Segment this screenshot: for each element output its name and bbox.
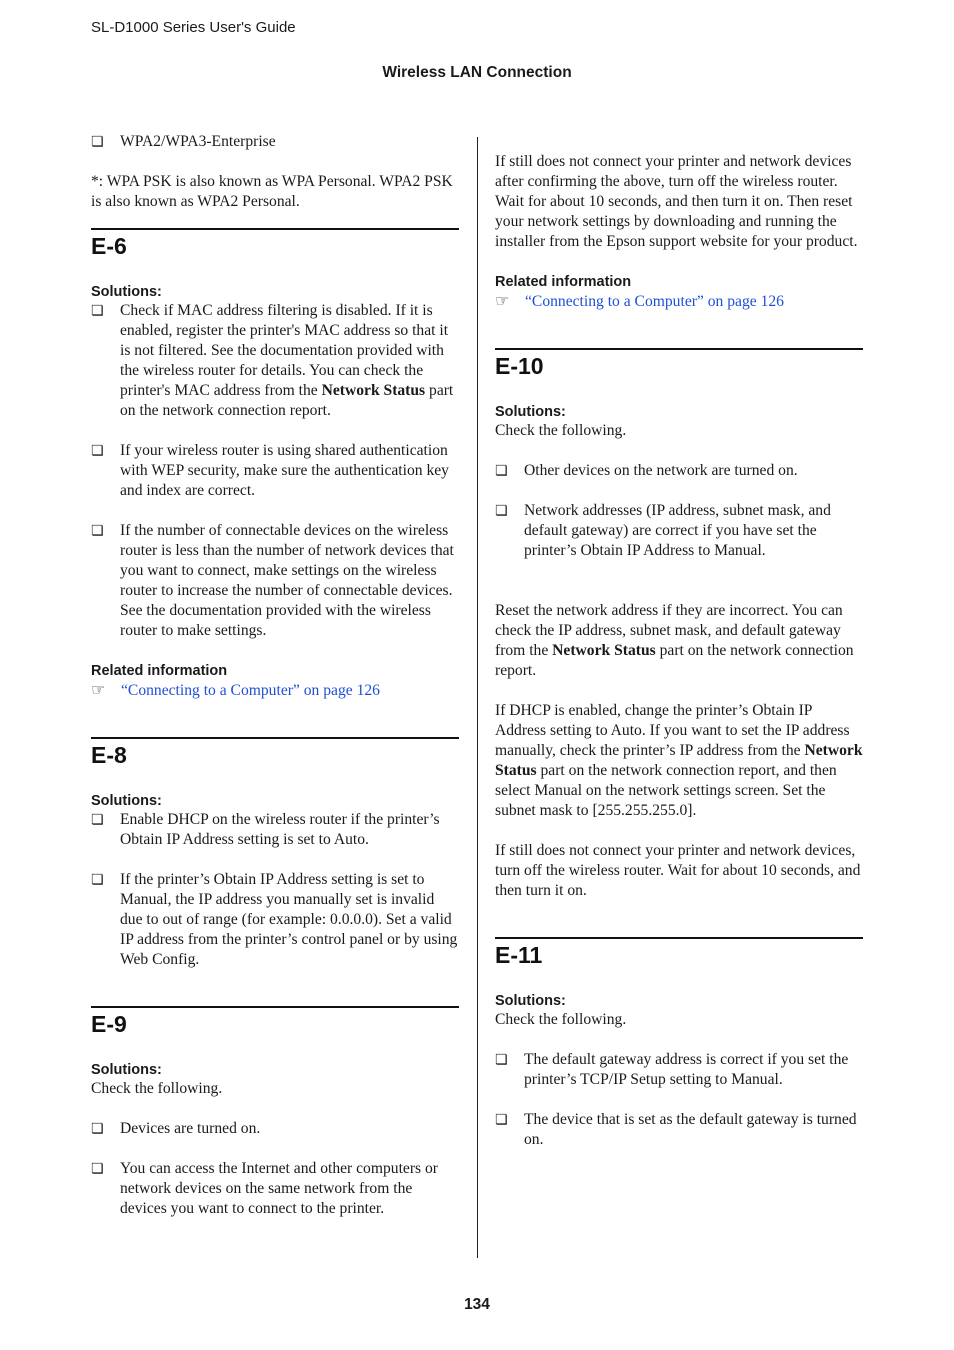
heading-e11: E-11 <box>495 942 543 968</box>
heading-e9: E-9 <box>91 1011 127 1037</box>
heading-e10: E-10 <box>495 353 544 379</box>
e10-dhcp-paragraph <box>495 701 863 821</box>
solutions-label: Solutions: <box>91 284 162 300</box>
related-link-row <box>495 291 863 312</box>
e9-continued-paragraph: If still does not connect your printer and network devices after confirming the above, turn off the wireless router. Wait for about 10 seconds, and then turn it on. Then reset your network settings by downloading and running the installer from the Epson support website for your product. <box>495 153 858 250</box>
link-connecting-to-computer[interactable]: “Connecting to a Computer” on page 126 <box>525 293 784 310</box>
e9-intro: Check the following. <box>91 1080 223 1097</box>
e8-bullet-dhcp: ❏ Enable DHCP on the wireless router if the printer’s Obtain IP Address setting is set to Auto. <box>91 810 459 850</box>
right-column <box>495 130 863 1150</box>
e6-bullet-connectable-devices: ❏ If the number of connectable devices on the wireless router is less than the number of network devices that you want to connect, make settings on the wireless router to increase the number of connectable devices. See the documentation provided with the wireless router to make settings. <box>91 521 459 641</box>
link-connecting-to-computer[interactable]: “Connecting to a Computer” on page 126 <box>121 682 380 699</box>
e11-intro: Check the following. <box>495 1011 627 1028</box>
e9-bullet-devices-on: ❏ Devices are turned on. <box>91 1119 459 1139</box>
pointing-hand-icon: ☞ <box>495 291 510 310</box>
bullet-wpa-enterprise: ❏ WPA2/WPA3-Enterprise <box>91 132 459 152</box>
e10-intro: Check the following. <box>495 422 627 439</box>
related-link-row <box>91 680 459 701</box>
e8-bullet-manual-ip: ❏ If the printer’s Obtain IP Address setting is set to Manual, the IP address you manually set is invalid due to out of range (for example: 0.0.0.0). Set a valid IP address from the printer’s control panel or by using Web Config. <box>91 870 459 970</box>
section-rule <box>91 228 459 230</box>
section-rule <box>495 937 863 939</box>
section-rule <box>91 1006 459 1008</box>
heading-e8: E-8 <box>91 742 127 768</box>
column-divider <box>477 137 478 1258</box>
e10-p1-bold: Network Status <box>552 642 656 659</box>
solutions-label: Solutions: <box>495 993 566 1009</box>
e10-bullet-other-devices: ❏ Other devices on the network are turned on. <box>495 461 863 481</box>
e10-p1-text-b: part on the network connection report. <box>495 642 854 679</box>
e11-bullet-gateway-device: ❏ The device that is set as the default gateway is turned on. <box>495 1110 863 1150</box>
e6-bullet-mac-filtering <box>91 301 459 421</box>
e11-bullet-default-gateway: ❏ The default gateway address is correct if you set the printer’s TCP/IP Setup setting to Manual. <box>495 1050 863 1090</box>
section-rule <box>495 348 863 350</box>
e10-p2-text-a: If DHCP is enabled, change the printer’s Obtain IP Address setting to Auto. If you want to set the IP address manually, check the printer’s IP address from the <box>495 702 850 759</box>
section-rule <box>91 737 459 739</box>
solutions-label: Solutions: <box>91 1062 162 1078</box>
e10-p1-text-a: Reset the network address if they are incorrect. You can check the IP address, subnet mask, and default gateway from the <box>495 602 843 659</box>
e9-bullet-internet-access: ❏ You can access the Internet and other computers or network devices on the same network from the devices you want to connect to the printer. <box>91 1159 459 1219</box>
e10-reset-paragraph <box>495 601 863 681</box>
related-info-label: Related information <box>495 274 632 290</box>
heading-e6: E-6 <box>91 233 127 259</box>
page-number: 134 <box>464 1296 490 1313</box>
pointing-hand-icon: ☞ <box>91 680 106 699</box>
e10-still-not-connect-paragraph: If still does not connect your printer and network devices, turn off the wireless router. Wait for about 10 seconds, and then turn it on. <box>495 842 861 899</box>
e10-p2-text-b: part on the network connection report, and then select Manual on the network settings screen. Set the subnet mask to [255.255.255.0]. <box>495 762 837 819</box>
e10-p2-bold: Network Status <box>495 742 863 779</box>
e10-bullet-network-addresses: ❏ Network addresses (IP address, subnet mask, and default gateway) are correct if you have set the printer’s Obtain IP Address to Manual. <box>495 501 863 561</box>
left-column <box>91 130 459 1219</box>
chapter-title: Wireless LAN Connection <box>382 64 572 81</box>
wpa-note: *: WPA PSK is also known as WPA Personal. WPA2 PSK is also known as WPA2 Personal. <box>91 173 453 210</box>
e6-b1-text-b: part on the network connection report. <box>120 382 454 419</box>
related-info-label: Related information <box>91 663 228 679</box>
solutions-label: Solutions: <box>91 793 162 809</box>
e6-b1-text-a: Check if MAC address filtering is disabled. If it is enabled, register the printer's MAC address so that it is not filtered. See the documentation provided with the wireless router for details. You can check the printer's MAC address from the <box>120 302 449 399</box>
document-title: SL-D1000 Series User's Guide <box>91 19 296 36</box>
solutions-label: Solutions: <box>495 404 566 420</box>
e6-bullet-wep: ❏ If your wireless router is using shared authentication with WEP security, make sure the authentication key and index are correct. <box>91 441 459 501</box>
e6-b1-bold: Network Status <box>321 382 426 399</box>
